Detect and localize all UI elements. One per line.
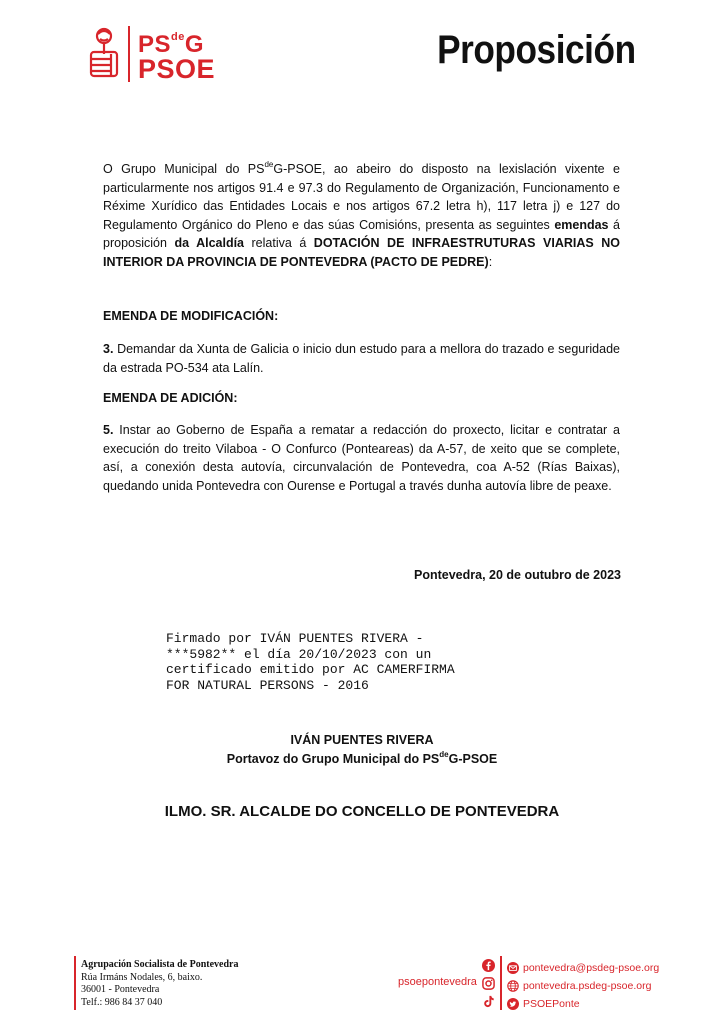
globe-icon [507, 980, 519, 992]
tiktok-icon[interactable] [482, 995, 495, 1008]
digital-signature-stamp: Firmado por IVÁN PUENTES RIVERA - ***5982** el día 20/10/2023 con un certificado emitido por AC CAMERFIRMA FOR NATURAL PERSONS - 2016 [166, 631, 455, 693]
signer-role: Portavoz do Grupo Municipal do $PS^{de}G$-PSOE [226, 750, 498, 767]
footer-org: Agrupación Socialista de Pontevedra [81, 959, 239, 970]
twitter-text[interactable]: PSOEPonte [523, 998, 580, 1010]
logo-divider [128, 26, 130, 82]
footer-street: Rúa Irmáns Nodales, 6, baixo. [81, 971, 203, 983]
psdeg-psoe-logo [86, 26, 216, 84]
logo-text: $PS^{de}G$ PSOE [138, 31, 216, 84]
modification-heading: EMENDA DE MODIFICACIÓN: [103, 309, 279, 323]
fist-and-rose-icon [86, 26, 122, 80]
instagram-icon[interactable] [482, 977, 495, 990]
document-date: Pontevedra, 20 de outubro de 2023 [413, 568, 621, 582]
addition-heading: EMENDA DE ADICIÓN: [103, 391, 238, 405]
addressee: ILMO. SR. ALCALDE DO CONCELLO DE PONTEVEDRA [164, 803, 560, 820]
social-handle[interactable]: psoepontevedra [398, 976, 477, 988]
footer-left-bar [74, 956, 76, 1010]
email-text[interactable]: pontevedra@psdeg-psoe.org [523, 962, 660, 974]
footer-contacts [507, 959, 659, 1013]
footer-phone: Telf.: 986 84 37 040 [81, 996, 163, 1008]
social-icons [482, 959, 496, 1013]
footer-address [81, 959, 239, 1009]
email-icon [507, 962, 519, 974]
website-text[interactable]: pontevedra.psdeg-psoe.org [523, 980, 652, 992]
addition-amendment: 5. Instar ao Goberno de España a rematar a redacción do proxecto, licitar e contratar a execución do treito Vilaboa - O Confurco (Ponteareas) da A-57, de xeito que se complete, así, a conexión desta autovía, circunvalación de Pontevedra, coa A-52 (Rías Baixas), quedando unida Pontevedra con Ourense e Portugal a través dunha autovía libre de peaxe. [103, 423, 620, 493]
twitter-icon [507, 998, 519, 1010]
modification-amendment: 3. Demandar da Xunta de Galicia o inicio dun estudo para a mellora do trazado e seguridade da estrada PO-534 ata Lalín. [103, 342, 620, 375]
website-contact[interactable] [507, 977, 659, 995]
signer-name: IVÁN PUENTES RIVERA [290, 733, 434, 747]
footer-contact-divider [500, 956, 502, 1010]
intro-paragraph: O Grupo Municipal do $PS^{de}G$-PSOE, ao abeiro do disposto na lexislación vixente e particularmente nos artigos 91.4 e 97.3 do Regulamento de Organización, Funcionamento e Réxime Xurídico das Entidades Locais e nos artigos 67.2 letra h), 117 letra j) e 127 do Regulamento Orgánico do Pleno e das súas Comisións, presenta as seguintes emendas á proposición da Alcaldía relativa á DOTACIÓN DE INFRAESTRUTURAS VIARIAS NO INTERIOR DA PROVINCIA DE PONTEVEDRA (PACTO DE PEDRE): [103, 160, 620, 269]
email-contact[interactable] [507, 959, 659, 977]
twitter-contact[interactable] [507, 995, 659, 1013]
document-title: Proposición [437, 28, 636, 72]
footer-postal: 36001 - Pontevedra [81, 984, 160, 995]
facebook-icon[interactable] [482, 959, 495, 972]
